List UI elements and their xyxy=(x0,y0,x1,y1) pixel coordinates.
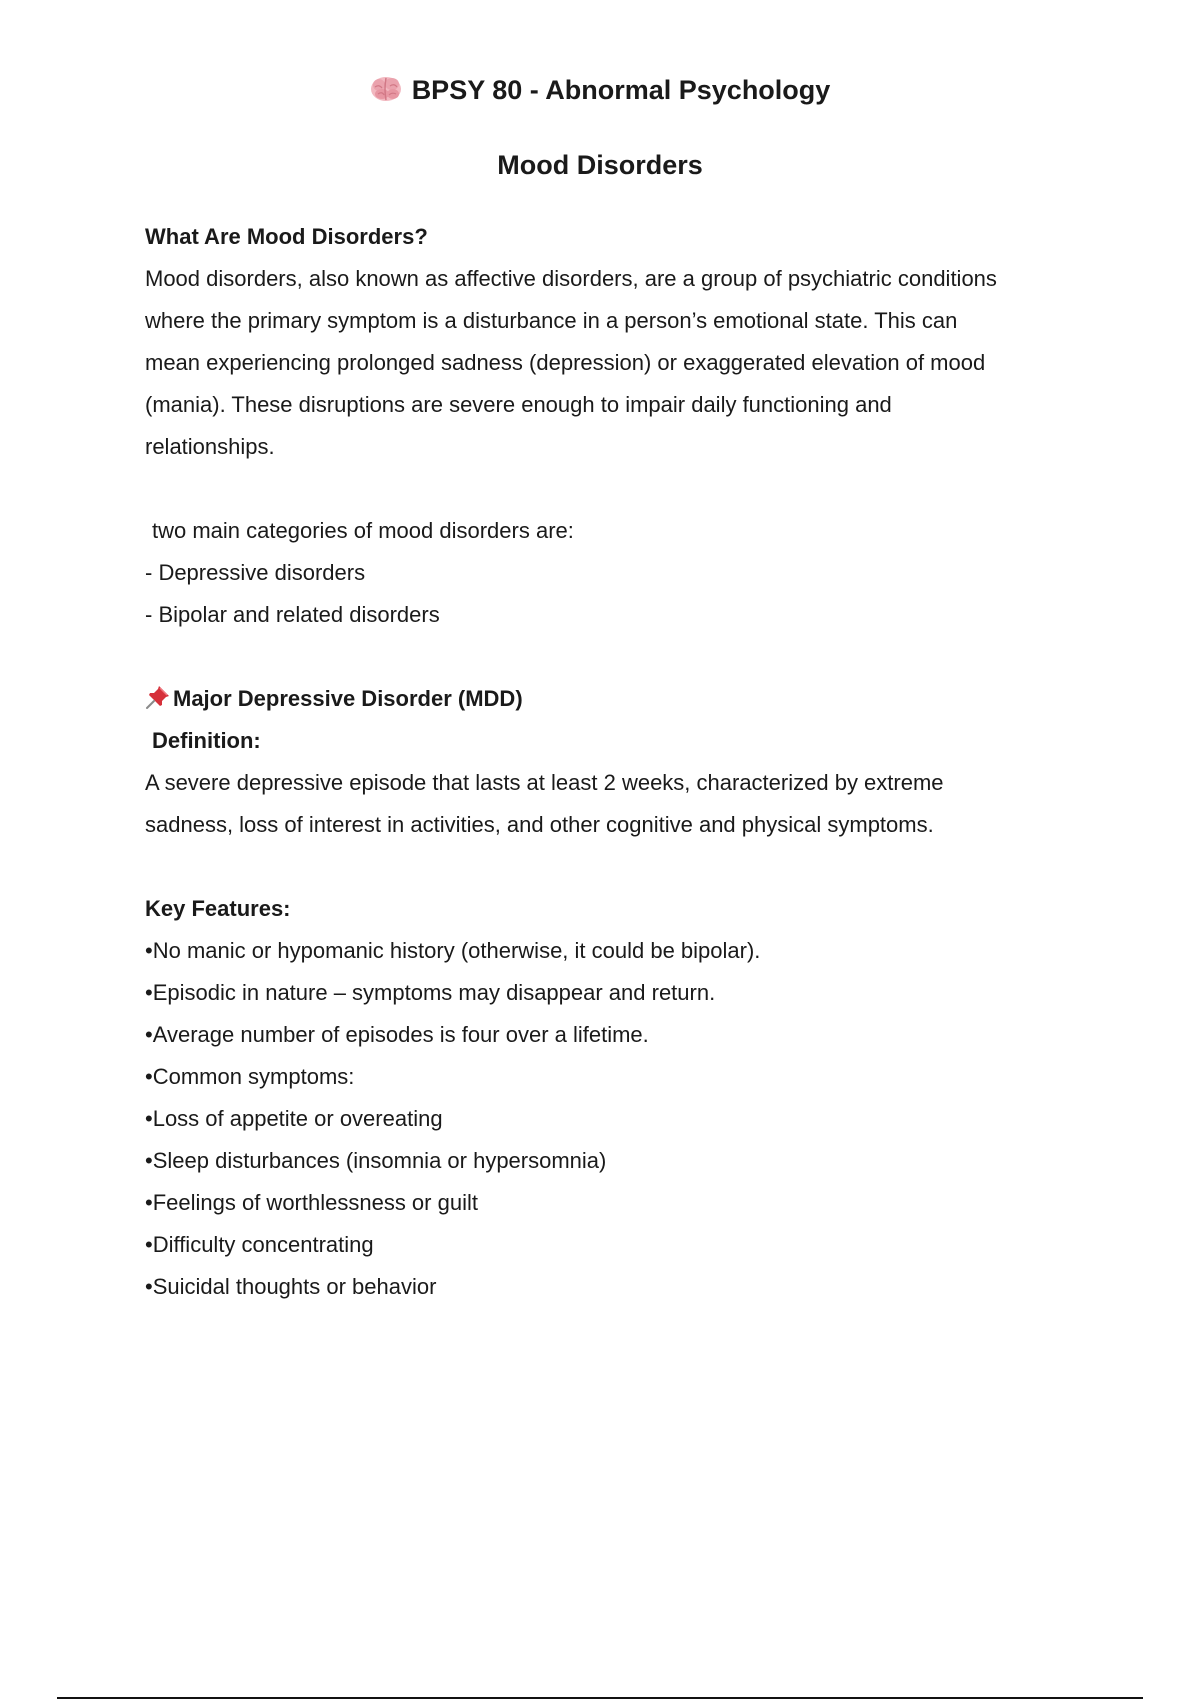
paragraph-line: Mood disorders, also known as affective disorders, are a group of psychiatric conditions xyxy=(145,266,997,291)
paragraph-line: (mania). These disruptions are severe enough to impair daily functioning and xyxy=(145,392,892,417)
title-text: BPSY 80 - Abnormal Psychology xyxy=(411,75,831,105)
document-title xyxy=(0,70,1200,110)
paragraph-line: relationships. xyxy=(145,434,275,459)
categories-intro: two main categories of mood disorders are: xyxy=(152,518,574,543)
category-item: - Depressive disorders xyxy=(145,560,366,585)
feature-item: •Sleep disturbances (insomnia or hypersomnia) xyxy=(145,1148,607,1173)
brain-icon xyxy=(370,75,402,103)
feature-item: •Suicidal thoughts or behavior xyxy=(145,1274,437,1299)
paragraph-line: where the primary symptom is a disturbance in a person’s emotional state. This can xyxy=(145,308,958,333)
feature-item: •Average number of episodes is four over a lifetime. xyxy=(145,1022,649,1047)
document-body xyxy=(145,216,1085,1308)
feature-item: •Feelings of worthlessness or guilt xyxy=(145,1190,478,1215)
definition-label: Definition: xyxy=(152,728,261,753)
feature-item: •Difficulty concentrating xyxy=(145,1232,374,1257)
spacer xyxy=(145,468,1085,510)
section-heading-mdd xyxy=(145,678,1085,720)
definition-line: A severe depressive episode that lasts at least 2 weeks, characterized by extreme xyxy=(145,770,944,795)
feature-item: •Common symptoms: xyxy=(145,1064,355,1089)
paragraph-line: mean experiencing prolonged sadness (depression) or exaggerated elevation of mood xyxy=(145,350,986,375)
category-item: - Bipolar and related disorders xyxy=(145,602,440,627)
feature-item: •Loss of appetite or overeating xyxy=(145,1106,443,1131)
mdd-heading-text: Major Depressive Disorder (MDD) xyxy=(173,686,523,711)
pushpin-icon xyxy=(145,684,171,710)
feature-item: •Episodic in nature – symptoms may disappear and return. xyxy=(145,980,716,1005)
feature-item: •No manic or hypomanic history (otherwise, it could be bipolar). xyxy=(145,938,761,963)
key-features-label: Key Features: xyxy=(145,896,291,921)
document-subtitle: Mood Disorders xyxy=(497,150,703,180)
spacer xyxy=(145,846,1085,888)
section-heading-what-are: What Are Mood Disorders? xyxy=(145,224,428,249)
spacer xyxy=(145,636,1085,678)
definition-line: sadness, loss of interest in activities, and other cognitive and physical symptoms. xyxy=(145,812,934,837)
page-bottom-rule xyxy=(57,1697,1143,1699)
